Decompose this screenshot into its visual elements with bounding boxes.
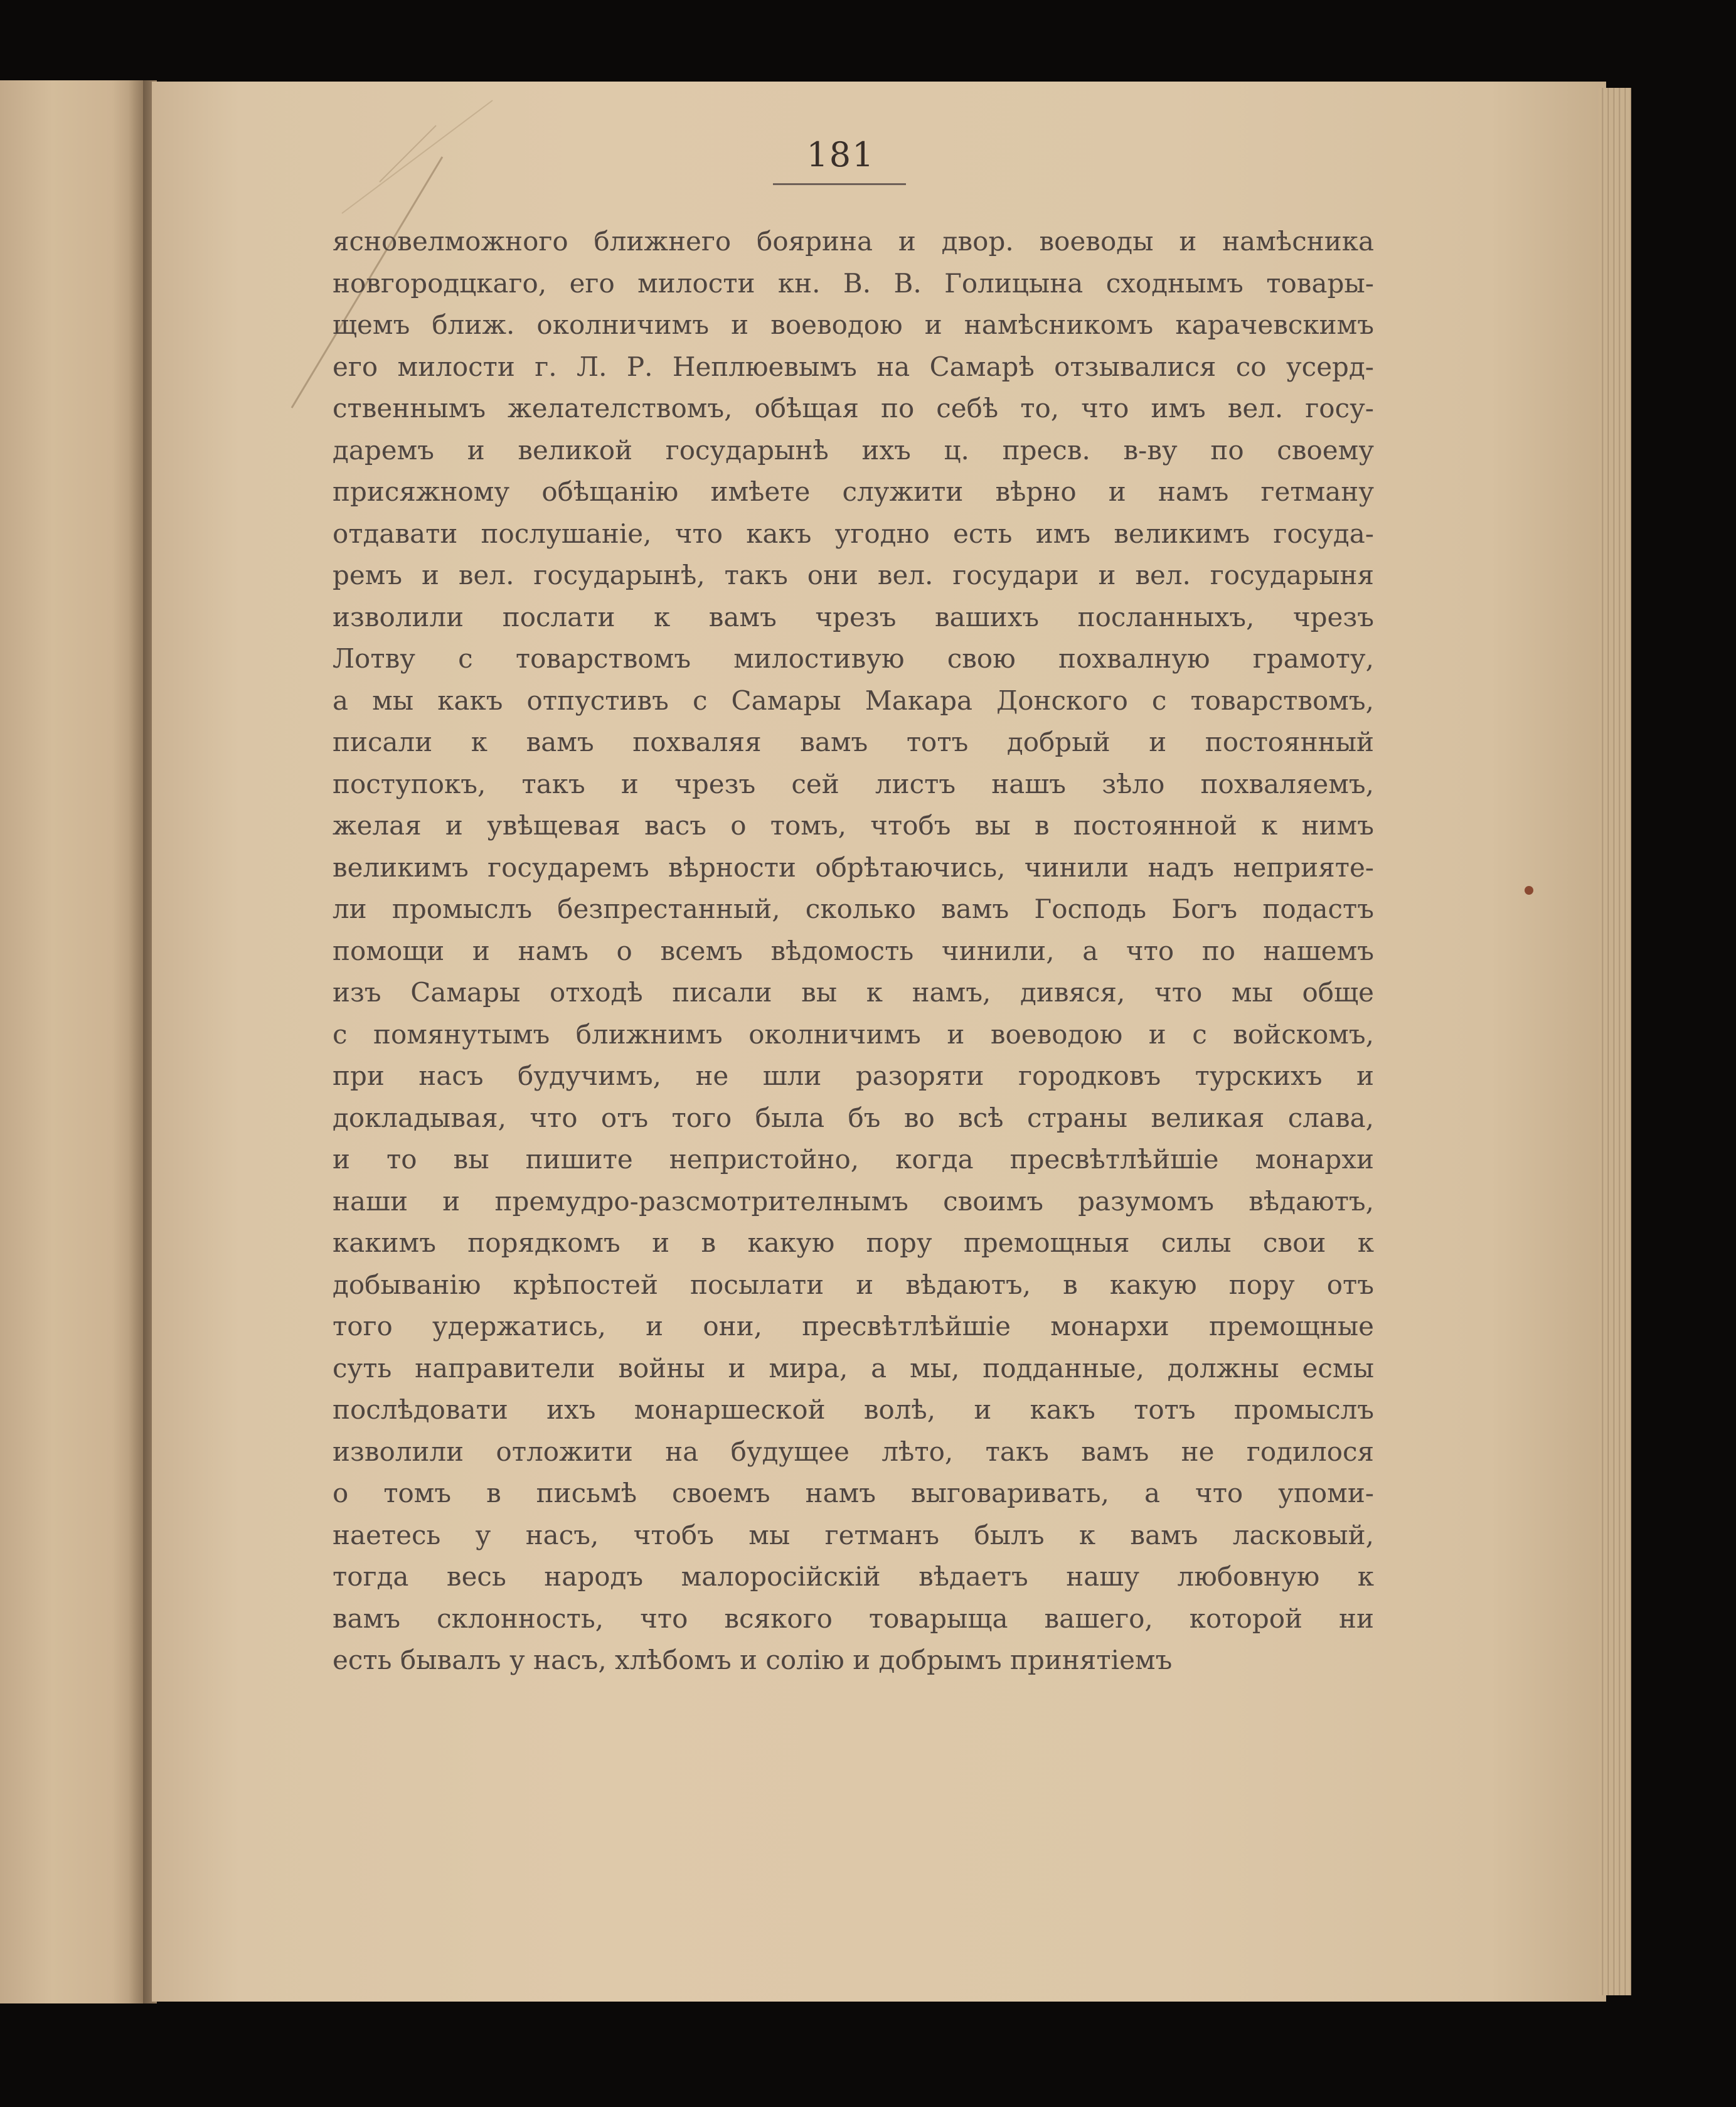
text-line: даремъ и великой государынѣ ихъ ц. пресв. в-ву по своему (333, 434, 1374, 466)
text-line: писали к вамъ похваляя вамъ тотъ добрый и постоянный (333, 727, 1374, 757)
page-number: 181 (806, 135, 875, 174)
text-line: с помянутымъ ближнимъ околничимъ и воеводою и с войскомъ, (333, 1018, 1374, 1050)
text-line: ли промыслъ безпрестанный, сколько вамъ Господь Богъ подастъ (333, 893, 1374, 924)
left-page (0, 80, 149, 2003)
text-line: а мы какъ отпустивъ с Самары Макара Донского с товарствомъ, (333, 685, 1374, 716)
text-line: присяжному обѣщанiю имѣете служити вѣрно и намъ гетману (333, 476, 1374, 507)
page-edges (1599, 88, 1631, 1995)
text-line: наетесь у насъ, чтобъ мы гетманъ былъ к вамъ ласковый, (333, 1519, 1374, 1550)
text-line: ясновелможного ближнего боярина и двор. воеводы и намѣсника (333, 226, 1374, 257)
text-line: ственнымъ желателствомъ, обѣщая по себѣ то, что имъ вел. госу- (333, 393, 1374, 424)
text-line: великимъ государемъ вѣрности обрѣтаючись, чинили надъ неприяте- (333, 851, 1374, 883)
text-line: желая и увѣщевая васъ о томъ, чтобъ вы в постоянной к нимъ (333, 810, 1374, 841)
text-line: при насъ будучимъ, не шли разоряти городковъ турскихъ и (333, 1060, 1374, 1091)
text-line: послѣдовати ихъ монаршеской волѣ, и какъ тотъ промыслъ (333, 1394, 1374, 1425)
text-line: есть бывалъ у насъ, хлѣбомъ и солiю и добрымъ принятiемъ (333, 1645, 1173, 1675)
paper-stain (1525, 886, 1533, 895)
text-line: изволили послати к вамъ чрезъ вашихъ посланныхъ, чрезъ (333, 601, 1374, 632)
text-line: его милости г. Л. Р. Неплюевымъ на Самарѣ отзывалися со усерд- (333, 351, 1374, 382)
text-line: добыванiю крѣпостей посылати и вѣдаютъ, в какую пору отъ (333, 1269, 1374, 1300)
text-line: и то вы пишите непристойно, когда пресвѣтлѣйшiе монархи (333, 1144, 1374, 1175)
text-line: новгородцкаго, его милости кн. В. В. Голицына сходнымъ товары- (333, 267, 1374, 299)
text-line: наши и премудро-разсмотрителнымъ своимъ разумомъ вѣдаютъ, (333, 1185, 1374, 1217)
text-line: помощи и намъ о всемъ вѣдомость чинили, а что по нашемъ (333, 935, 1374, 966)
text-line: поступокъ, такъ и чрезъ сей листъ нашъ зѣло похваляемъ, (333, 768, 1374, 799)
text-line: ремъ и вел. государынѣ, такъ они вел. государи и вел. государыня (333, 560, 1374, 590)
text-line: изволили отложити на будущее лѣто, такъ вамъ не годилося (333, 1436, 1374, 1467)
text-line: изъ Самары отходѣ писали вы к намъ, дивяся, что мы обще (333, 977, 1374, 1008)
text-line: какимъ порядкомъ и в какую пору премощныя силы свои к (333, 1227, 1374, 1258)
text-line: суть направители войны и мира, а мы, подданные, должны есмы (333, 1352, 1374, 1384)
text-line: вамъ склонность, что всякого товарыща вашего, которой ни (333, 1603, 1374, 1634)
text-line: докладывая, что отъ того была бъ во всѣ страны великая слава, (333, 1102, 1374, 1133)
text-line: того удержатись, и они, пресвѣтлѣйшiе монархи премощные (333, 1311, 1374, 1342)
body-text (333, 221, 1374, 1682)
page-number-rule (773, 183, 906, 185)
text-line: тогда весь народъ малоросiйскiй вѣдаетъ нашу любовную к (333, 1561, 1374, 1592)
text-line: о томъ в письмѣ своемъ намъ выговаривать, а что упоми- (333, 1478, 1374, 1508)
text-line: щемъ ближ. околничимъ и воеводою и намѣсникомъ карачевскимъ (333, 309, 1374, 340)
text-line: отдавати послушанiе, что какъ угодно есть имъ великимъ госуда- (333, 518, 1374, 549)
text-line: Лотву с товарствомъ милостивую свою похвалную грамоту, (333, 643, 1374, 674)
